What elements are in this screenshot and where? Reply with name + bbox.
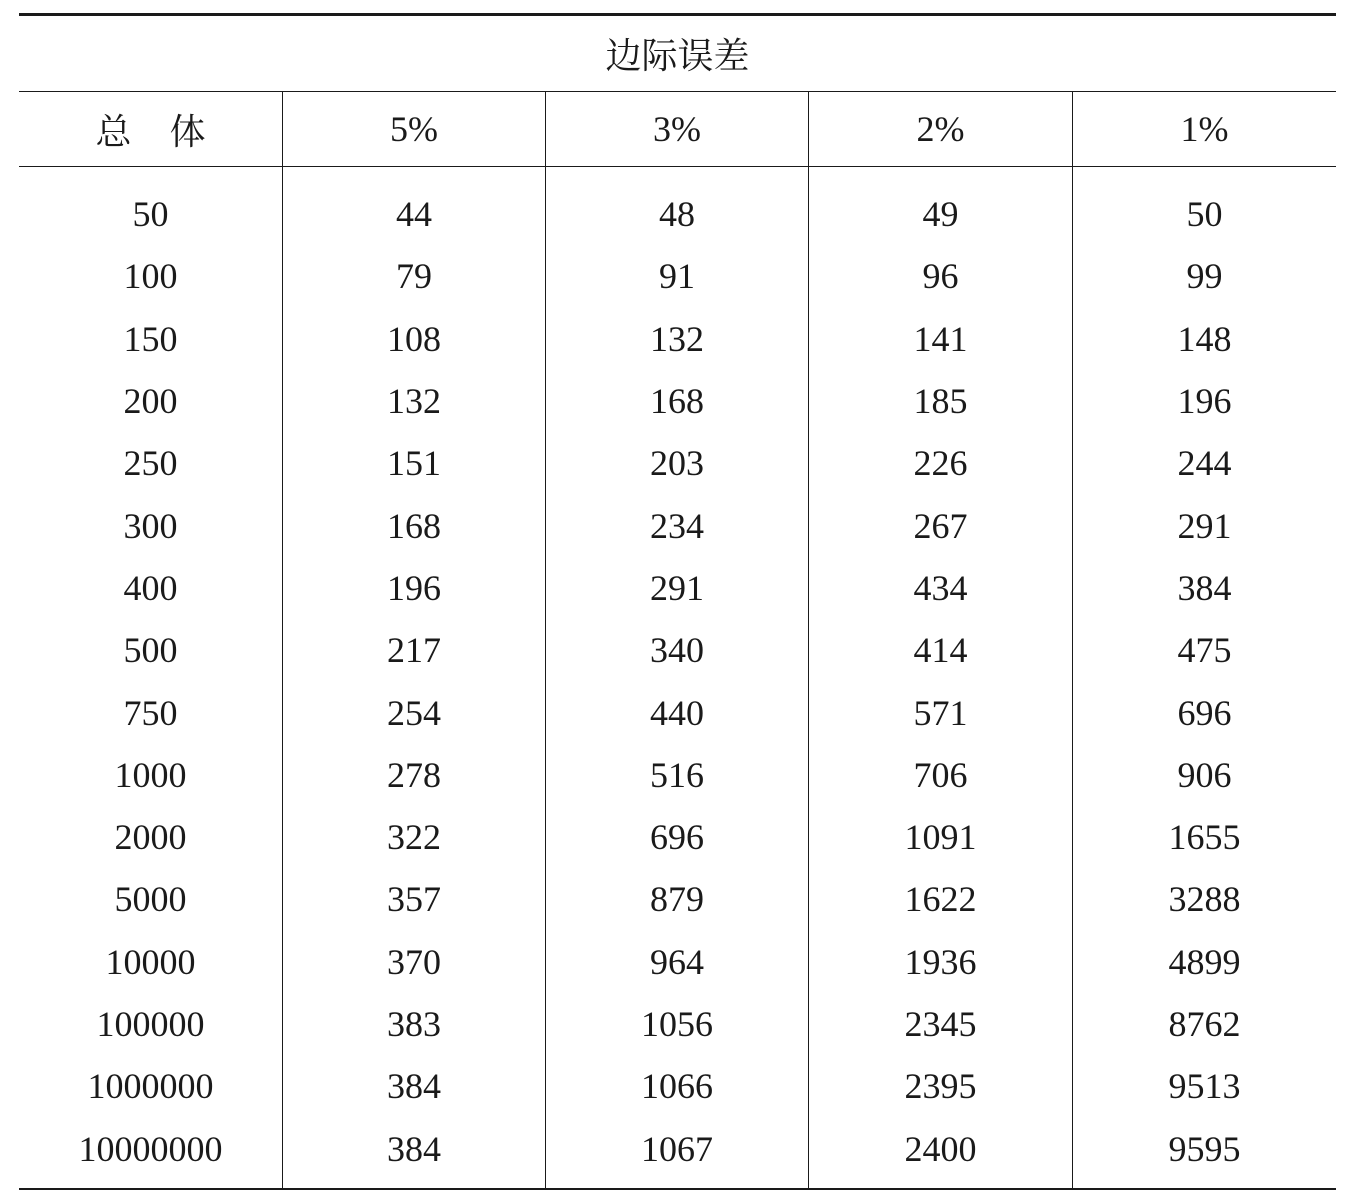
table-grid [19, 92, 1336, 1188]
table-cell: 384 [387, 1128, 441, 1169]
margin-1-column [1072, 167, 1336, 1188]
table-cell: 244 [1177, 443, 1232, 484]
table-cell: 151 [387, 443, 441, 484]
table-cell: 340 [650, 630, 704, 671]
table-cell: 1067 [641, 1128, 713, 1169]
table-cell: 370 [387, 941, 441, 982]
table-cell: 8762 [1168, 1004, 1241, 1044]
table-cell: 234 [650, 505, 704, 546]
table-cell: 414 [913, 630, 968, 671]
table-cell: 148 [1177, 318, 1232, 359]
table-cell: 2400 [904, 1128, 977, 1169]
table-cell: 49 [922, 194, 959, 235]
header-5-percent-label: 5% [390, 109, 438, 149]
population-label [95, 104, 205, 155]
table-cell: 79 [396, 256, 432, 297]
table-cell: 9595 [1168, 1128, 1241, 1169]
table-cell: 400 [123, 567, 178, 608]
table-cell: 250 [123, 443, 178, 484]
table-cell: 4899 [1168, 941, 1241, 982]
margin-of-error-header [19, 16, 1336, 92]
table-cell: 291 [650, 567, 704, 608]
table-cell: 291 [1177, 505, 1232, 546]
table-cell: 50 [132, 194, 169, 235]
table-cell: 696 [650, 817, 704, 858]
table-cell: 1056 [641, 1004, 713, 1044]
table-cell: 278 [387, 754, 441, 795]
margin-2-column [808, 167, 1072, 1188]
table-cell: 696 [1177, 692, 1232, 733]
table-cell: 1000 [114, 754, 187, 795]
margin-3-column [545, 167, 808, 1188]
table-cell: 1936 [904, 941, 977, 982]
table-cell: 141 [913, 318, 968, 359]
table-cell: 267 [913, 505, 968, 546]
table-cell: 1000000 [87, 1066, 214, 1107]
table-cell: 906 [1177, 754, 1232, 795]
table-cell: 500 [123, 630, 178, 671]
table-cell: 150 [123, 318, 178, 359]
table-cell: 96 [922, 256, 959, 297]
table-cell: 91 [659, 256, 695, 297]
table-cell: 475 [1177, 630, 1232, 671]
table-cell: 50 [1186, 194, 1223, 235]
table-cell: 1622 [904, 879, 977, 920]
header-1-percent [1072, 92, 1336, 167]
header-3-percent [545, 92, 808, 167]
table-cell: 384 [387, 1066, 441, 1107]
table-cell: 203 [650, 443, 704, 484]
table-cell: 2395 [904, 1066, 977, 1107]
table-cell: 322 [387, 817, 441, 858]
population-column [19, 167, 282, 1188]
table-cell: 168 [650, 381, 704, 422]
table-cell: 383 [387, 1004, 441, 1044]
table-cell: 571 [913, 692, 968, 733]
table-cell: 108 [387, 318, 441, 359]
table-cell: 440 [650, 692, 704, 733]
table-cell: 254 [387, 692, 441, 733]
table-cell: 434 [913, 567, 968, 608]
table-cell: 200 [123, 381, 178, 422]
table-cell: 879 [650, 879, 704, 920]
table-cell: 48 [659, 194, 695, 235]
population-label-part-1: 总 [95, 111, 132, 152]
table-cell: 300 [123, 505, 178, 546]
table-cell: 44 [396, 194, 432, 235]
table-cell: 964 [650, 941, 704, 982]
table-cell: 516 [650, 754, 704, 795]
margin-5-column [282, 167, 545, 1188]
table-cell: 2345 [904, 1004, 977, 1044]
table-cell: 196 [1177, 381, 1232, 422]
table-cell: 226 [913, 443, 968, 484]
table-cell: 132 [387, 381, 441, 422]
table-cell: 9513 [1168, 1066, 1241, 1107]
table-cell: 706 [913, 754, 968, 795]
header-population [19, 92, 282, 167]
header-5-percent [282, 92, 545, 167]
table-cell: 3288 [1168, 879, 1241, 920]
table-cell: 217 [387, 630, 441, 671]
header-2-percent-label: 2% [916, 109, 965, 149]
table-cell: 1655 [1168, 817, 1241, 858]
table-cell: 100000 [96, 1004, 205, 1044]
table-cell: 100 [123, 256, 178, 297]
table-cell: 2000 [114, 817, 187, 858]
sample-size-table [19, 13, 1336, 1190]
table-cell: 10000 [105, 941, 196, 982]
table-cell: 750 [123, 692, 178, 733]
population-label-part-2: 体 [169, 111, 206, 152]
header-3-percent-label: 3% [653, 109, 701, 149]
table-cell: 99 [1186, 256, 1223, 297]
header-2-percent [808, 92, 1072, 167]
table-cell: 384 [1177, 567, 1232, 608]
table-cell: 10000000 [78, 1128, 223, 1169]
table-cell: 132 [650, 318, 704, 359]
bottom-rule [19, 1188, 1336, 1190]
table-cell: 357 [387, 879, 441, 920]
table-cell: 1091 [904, 817, 977, 858]
header-1-percent-label: 1% [1180, 109, 1229, 149]
margin-of-error-title: 边际误差 [605, 36, 750, 76]
table-cell: 168 [387, 505, 441, 546]
table-cell: 185 [913, 381, 968, 422]
table-cell: 5000 [114, 879, 187, 920]
table-cell: 196 [387, 567, 441, 608]
table-cell: 1066 [641, 1066, 713, 1107]
